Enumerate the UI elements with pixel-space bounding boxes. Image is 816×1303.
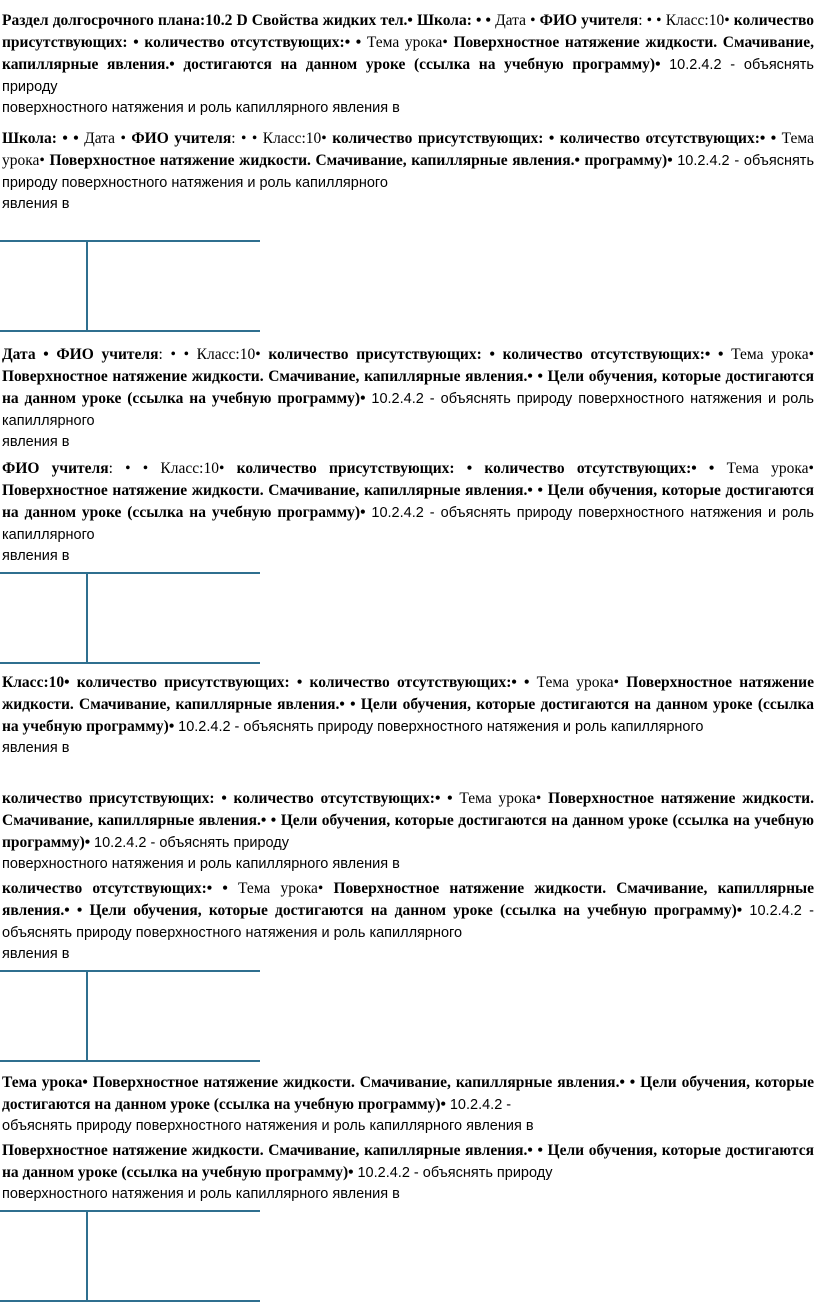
block-4-plain-b: Тема урока• bbox=[726, 460, 814, 477]
block-4-tail: явления в bbox=[2, 548, 70, 564]
block-5-bold-b: Поверхностное натяжение жидкости. Смачивание, капиллярные явления.• • Цели обучения, которые достигаются на данном уроке (ссылка на учебную программу)• bbox=[2, 674, 814, 735]
block-5-bold-a: Класс:10• количество присутствующих: • количество отсутствующих:• • bbox=[2, 674, 537, 691]
text-block-7 bbox=[2, 878, 814, 964]
block-9-objective: 10.2.4.2 - объяснять природу bbox=[357, 1165, 553, 1181]
block-9-bold-a: Поверхностное натяжение жидкости. Смачивание, капиллярные явления.• • Цели обучения, которые достигаются на данном уроке (ссылка на учебную программу)• bbox=[2, 1142, 814, 1181]
block-1-tail: поверхностного натяжения и роль капиллярного явления в bbox=[2, 100, 400, 116]
block-6-bold-a: количество присутствующих: • количество отсутствующих:• • bbox=[2, 790, 460, 807]
table-border-top bbox=[0, 240, 260, 242]
table-fragment-3 bbox=[0, 970, 260, 1062]
block-2-objective: 10.2.4.2 - объяснять природу поверхностного натяжения и роль капиллярного bbox=[2, 153, 815, 191]
text-block-4 bbox=[2, 458, 814, 566]
block-6-plain-a: Тема урока• bbox=[459, 790, 549, 807]
block-3-bold-c: Поверхностное натяжение жидкости. Смачивание, капиллярные явления.• • Цели обучения, которые достигаются на данном уроке (ссылка на учебную программу)• bbox=[2, 368, 814, 407]
block-1-objective: 10.2.4.2 - объяснять природу bbox=[2, 57, 814, 95]
text-block-5 bbox=[2, 672, 814, 758]
block-5-tail: явления в bbox=[2, 740, 70, 756]
table-border-top bbox=[0, 1210, 260, 1212]
block-2-plain-c: Тема урока• bbox=[2, 130, 814, 169]
block-4-plain-a: : • • Класс:10• bbox=[108, 460, 237, 477]
block-4-bold-a: ФИО учителя bbox=[2, 460, 109, 477]
block-2-tail: явления в bbox=[2, 196, 70, 212]
table-border-bottom bbox=[0, 1300, 260, 1302]
table-border-top bbox=[0, 970, 260, 972]
block-7-plain-a: Тема урока• bbox=[237, 880, 334, 897]
block-6-tail: поверхностного натяжения и роль капиллярного явления в bbox=[2, 856, 400, 872]
block-7-bold-a: количество отсутствующих:• • bbox=[2, 880, 238, 897]
block-3-bold-b: количество присутствующих: • количество отсутствующих:• • bbox=[268, 346, 732, 363]
block-2-bold-c: количество присутствующих: • количество отсутствующих:• • bbox=[332, 130, 782, 147]
text-block-2 bbox=[2, 128, 814, 214]
block-3-bold-a: Дата • ФИО учителя bbox=[2, 346, 159, 363]
block-3-objective: 10.2.4.2 - объяснять природу поверхностного натяжения и роль капиллярного bbox=[2, 391, 814, 429]
block-7-tail: явления в bbox=[2, 946, 70, 962]
block-1-bold-d: Поверхностное натяжение жидкости. Смачивание, капиллярные явления.• достигаются на данном уроке (ссылка на учебную программу)• bbox=[2, 34, 814, 73]
block-4-bold-b: количество присутствующих: • количество отсутствующих:• • bbox=[236, 460, 727, 477]
table-fragment-1 bbox=[0, 240, 260, 332]
block-2-plain-b: : • • Класс:10• bbox=[231, 130, 333, 147]
table-border-bottom bbox=[0, 1060, 260, 1062]
table-fragment-4 bbox=[0, 1210, 260, 1302]
text-block-8 bbox=[2, 1072, 814, 1136]
block-5-objective: 10.2.4.2 - объяснять природу поверхностного натяжения и роль капиллярного bbox=[178, 719, 704, 735]
block-1-bold-a: Раздел долгосрочного плана:10.2 D Свойства жидких тел.• Школа: • • bbox=[2, 12, 496, 29]
block-1-plain-a: Дата • bbox=[495, 12, 540, 29]
block-2-bold-b: ФИО учителя bbox=[131, 130, 232, 147]
text-block-3 bbox=[2, 344, 814, 452]
table-border-bottom bbox=[0, 662, 260, 664]
block-9-tail: поверхностного натяжения и роль капиллярного явления в bbox=[2, 1186, 400, 1202]
block-1-plain-c: Тема урока• bbox=[366, 34, 454, 51]
text-block-9 bbox=[2, 1140, 814, 1204]
block-1-bold-c: количество присутствующих: • количество отсутствующих:• • bbox=[2, 12, 814, 51]
block-6-objective: 10.2.4.2 - объяснять природу bbox=[94, 835, 290, 851]
table-border-column bbox=[86, 1210, 88, 1302]
block-8-objective: 10.2.4.2 - bbox=[449, 1097, 512, 1113]
block-8-bold-a: Тема урока• Поверхностное натяжение жидкости. Смачивание, капиллярные явления.• • Цели обучения, которые достигаются на данном уроке (ссылка на учебную программу)• bbox=[2, 1074, 814, 1113]
block-8-tail: объяснять природу поверхностного натяжения и роль капиллярного явления в bbox=[2, 1118, 534, 1134]
table-border-top bbox=[0, 572, 260, 574]
block-1-bold-b: ФИО учителя bbox=[539, 12, 639, 29]
block-3-plain-a: : • • Класс:10• bbox=[158, 346, 269, 363]
block-3-plain-b: Тема урока• bbox=[731, 346, 814, 363]
block-2-plain-a: Дата • bbox=[84, 130, 132, 147]
block-5-plain-a: Тема урока• bbox=[536, 674, 627, 691]
block-4-objective: 10.2.4.2 - объяснять природу поверхностного натяжения и роль капиллярного bbox=[2, 505, 814, 543]
block-3-tail: явления в bbox=[2, 434, 70, 450]
block-2-bold-a: Школа: • • bbox=[2, 130, 85, 147]
table-border-column bbox=[86, 572, 88, 664]
block-7-bold-b: Поверхностное натяжение жидкости. Смачивание, капиллярные явления.• • Цели обучения, которые достигаются на данном уроке (ссылка на учебную программу)• bbox=[2, 880, 814, 919]
table-border-column bbox=[86, 240, 88, 332]
block-7-objective: 10.2.4.2 - объяснять природу поверхностного натяжения и роль капиллярного bbox=[2, 903, 814, 941]
block-6-bold-b: Поверхностное натяжение жидкости. Смачивание, капиллярные явления.• • Цели обучения, которые достигаются на данном уроке (ссылка на учебную программу)• bbox=[2, 790, 814, 851]
table-border-bottom bbox=[0, 330, 260, 332]
block-4-bold-c: Поверхностное натяжение жидкости. Смачивание, капиллярные явления.• • Цели обучения, которые достигаются на данном уроке (ссылка на учебную программу)• bbox=[2, 482, 814, 521]
text-block-1 bbox=[2, 10, 814, 118]
block-2-bold-d: Поверхностное натяжение жидкости. Смачивание, капиллярные явления.• программу)• bbox=[49, 152, 678, 169]
block-1-plain-b: : • • Класс:10• bbox=[638, 12, 734, 29]
text-block-6 bbox=[2, 788, 814, 874]
table-fragment-2 bbox=[0, 572, 260, 664]
table-border-column bbox=[86, 970, 88, 1062]
